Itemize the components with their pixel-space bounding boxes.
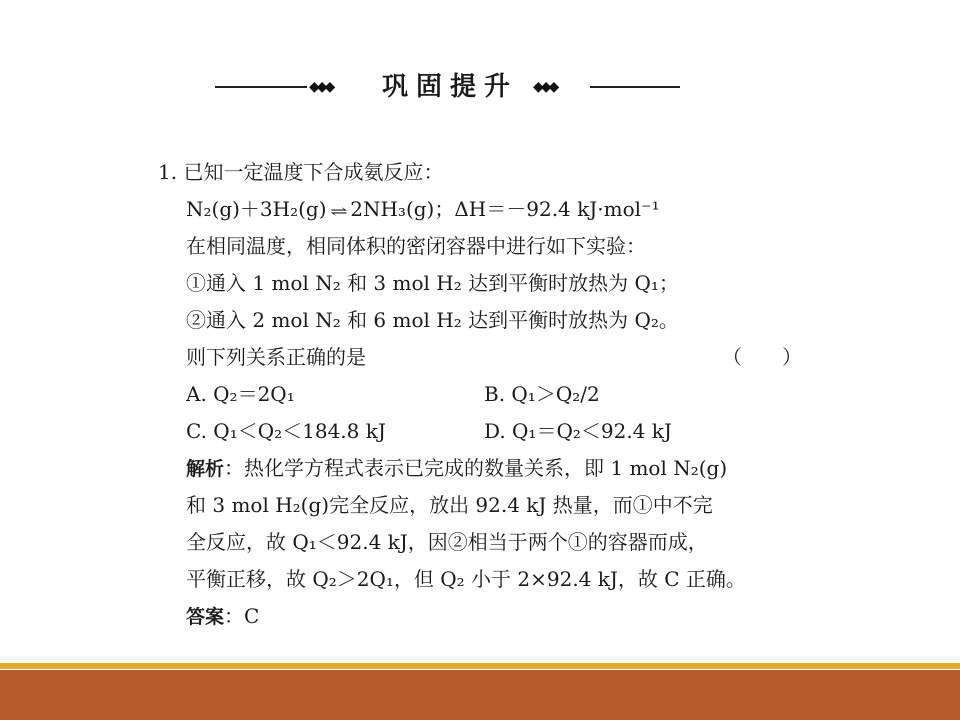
answer-value: ：C — [224, 604, 260, 628]
header-rule-right — [590, 86, 680, 88]
option-c: C. Q₁＜Q₂＜184.8 kJ — [186, 419, 386, 443]
options-row-2 — [158, 413, 810, 450]
analysis-line-1 — [158, 450, 810, 487]
equation-products: 2NH₃(g)；ΔH＝－92.4 kJ·mol⁻¹ — [350, 197, 660, 221]
question-stem: 1. 已知一定温度下合成氨反应： — [158, 160, 444, 184]
option-b: B. Q₁＞Q₂/2 — [484, 382, 600, 406]
analysis-label: 解析 — [186, 458, 225, 480]
footer-band — [0, 670, 960, 720]
experiment-2: ②通入 2 mol N₂ 和 6 mol H₂ 达到平衡时放热为 Q₂。 — [186, 308, 679, 332]
answer-bracket: （ ） — [722, 345, 802, 369]
ornament-left-icon: ◆◆◆ — [309, 79, 333, 95]
question-ask — [158, 339, 810, 376]
question-content — [158, 154, 810, 635]
analysis-line-3: 全反应，故 Q₁＜92.4 kJ，因②相当于两个①的容器而成， — [186, 530, 708, 554]
footer-stripe-gold — [0, 663, 960, 669]
answer-label: 答案 — [186, 606, 225, 628]
equilibrium-arrow-icon: ⇌ — [329, 204, 348, 220]
section-title: 巩固提升 — [381, 72, 518, 102]
reaction-equation — [158, 191, 810, 228]
experiment-context: 在相同温度，相同体积的密闭容器中进行如下实验： — [186, 234, 646, 258]
answer-line — [158, 598, 810, 635]
option-d: D. Q₁＝Q₂＜92.4 kJ — [484, 419, 672, 443]
analysis-line-2: 和 3 mol H₂(g)完全反应，放出 92.4 kJ 热量，而①中不完 — [186, 493, 713, 517]
question-ask-text: 则下列关系正确的是 — [186, 345, 366, 369]
header-rule-left — [215, 86, 307, 88]
option-a: A. Q₂＝2Q₁ — [186, 382, 295, 406]
analysis-text-1: ：热化学方程式表示已完成的数量关系，即 1 mol N₂(g) — [224, 456, 728, 480]
section-header — [215, 62, 680, 112]
ornament-right-icon: ◆◆◆ — [533, 79, 557, 95]
experiment-1: ①通入 1 mol N₂ 和 3 mol H₂ 达到平衡时放热为 Q₁； — [186, 271, 679, 295]
options-row-1 — [158, 376, 810, 413]
analysis-line-4: 平衡正移，故 Q₂＞2Q₁，但 Q₂ 小于 2×92.4 kJ，故 C 正确。 — [186, 567, 746, 591]
equation-reactants: N₂(g)＋3H₂(g) — [186, 197, 327, 221]
